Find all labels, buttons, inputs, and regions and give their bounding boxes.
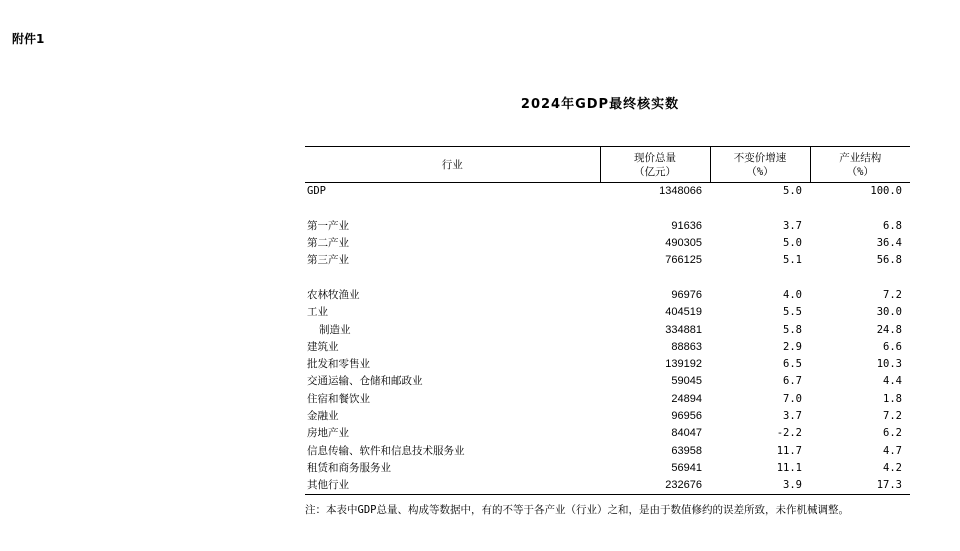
row-structure: 7.2: [883, 288, 902, 301]
row-structure: 4.7: [883, 444, 902, 457]
row-structure: 36.4: [876, 237, 902, 250]
row-growth: 3.7: [783, 219, 802, 232]
table-row: [305, 339, 910, 356]
row-label: 第二产业: [307, 237, 349, 250]
row-value: 56941: [671, 461, 702, 474]
row-label: 交通运输、仓储和邮政业: [307, 375, 423, 388]
row-label: 农林牧渔业: [307, 288, 360, 301]
row-label: 住宿和餐饮业: [307, 392, 370, 405]
table-body: [305, 183, 910, 495]
gdp-table: [305, 146, 910, 495]
header-growth-line2: （%）: [746, 165, 774, 178]
table-row: [305, 425, 910, 442]
spacer-row: [305, 200, 910, 217]
row-value: 232676: [600, 477, 710, 495]
table-row: [305, 321, 910, 338]
row-label: 制造业: [319, 323, 351, 336]
row-growth: 5.5: [783, 306, 802, 319]
header-value-line1: 现价总量: [634, 151, 676, 164]
row-label: 工业: [307, 306, 328, 319]
spacer-row: [305, 269, 910, 286]
row-growth: 3.7: [783, 410, 802, 422]
row-label: 房地产业: [307, 427, 349, 440]
header-value: [600, 147, 710, 183]
header-growth-line1: 不变价增速: [733, 151, 787, 164]
table-title: 2024年GDP最终核实数: [520, 97, 680, 112]
row-growth: 6.5: [783, 358, 802, 371]
row-value: 404519: [665, 306, 702, 319]
row-structure: 17.3: [810, 477, 910, 495]
row-structure: 100.0: [870, 185, 902, 198]
row-label: 第一产业: [307, 219, 349, 232]
header-value-line2: （亿元）: [634, 165, 676, 178]
row-growth: 11.1: [776, 461, 802, 474]
table-footnote: 注：本表中GDP总量、构成等数据中，有的不等于各产业（行业）之和，是由于数值修约的误差所致，未作机械调整。: [305, 504, 849, 516]
row-structure: 56.8: [876, 254, 902, 267]
row-value: 766125: [665, 254, 702, 267]
row-value: 96976: [671, 288, 702, 301]
table-row: [305, 287, 910, 304]
table-row: [305, 373, 910, 390]
row-value: 63958: [671, 444, 702, 457]
table-row: [305, 408, 910, 425]
row-label: 第三产业: [307, 254, 349, 267]
table-row: [305, 391, 910, 408]
row-growth: 5.0: [783, 237, 802, 250]
row-growth: 5.1: [783, 254, 802, 267]
row-growth: 2.9: [783, 340, 802, 353]
row-label: 批发和零售业: [307, 358, 370, 371]
row-label: GDP: [307, 185, 326, 198]
row-growth: 5.8: [783, 323, 802, 336]
row-label: 信息传输、软件和信息技术服务业: [307, 444, 465, 457]
attachment-label: 附件1: [12, 32, 45, 46]
table-row: [305, 252, 910, 269]
table-row: [305, 235, 910, 252]
table-header: [305, 147, 910, 183]
row-value: 24894: [671, 392, 702, 405]
table-row: [305, 183, 910, 201]
table-row: [305, 356, 910, 373]
row-value: 334881: [665, 323, 702, 336]
row-structure: 24.8: [876, 323, 902, 336]
header-structure-line1: 产业结构: [839, 151, 882, 164]
row-structure: 6.6: [883, 340, 902, 353]
header-structure: [810, 147, 910, 183]
row-value: 59045: [671, 375, 702, 388]
row-structure: 30.0: [876, 306, 902, 319]
table-row: [305, 304, 910, 321]
row-structure: 4.2: [883, 461, 902, 474]
row-structure: 6.8: [883, 219, 902, 232]
row-growth: 7.0: [783, 392, 802, 405]
row-structure: 10.3: [876, 358, 902, 371]
row-structure: 6.2: [883, 427, 902, 440]
row-value: 490305: [665, 237, 702, 250]
header-structure-line2: （%）: [846, 165, 874, 178]
header-growth: [710, 147, 810, 183]
row-label: 建筑业: [307, 340, 339, 353]
table-row: [305, 477, 910, 495]
row-label: 金融业: [307, 410, 339, 422]
row-growth: 6.7: [783, 375, 802, 388]
row-growth: 5.0: [783, 185, 802, 198]
row-label: 其他行业: [305, 477, 600, 495]
row-label: 租赁和商务服务业: [307, 461, 391, 474]
row-growth: 3.9: [710, 477, 810, 495]
row-value: 139192: [665, 358, 702, 371]
table-row: [305, 218, 910, 235]
table-row: [305, 442, 910, 459]
row-value: 96956: [671, 410, 702, 422]
header-industry: [305, 147, 600, 183]
row-growth: -2.2: [776, 427, 802, 440]
row-growth: 4.0: [783, 288, 802, 301]
row-structure: 7.2: [883, 410, 902, 422]
row-value: 91636: [671, 219, 702, 232]
row-value: 84047: [671, 427, 702, 440]
table-row: [305, 460, 910, 477]
header-industry-label: 行业: [441, 158, 463, 171]
row-growth: 11.7: [776, 444, 802, 457]
row-structure: 1.8: [883, 392, 902, 405]
row-value: 1348066: [659, 185, 702, 198]
row-structure: 4.4: [883, 375, 902, 388]
row-value: 88863: [671, 340, 702, 353]
